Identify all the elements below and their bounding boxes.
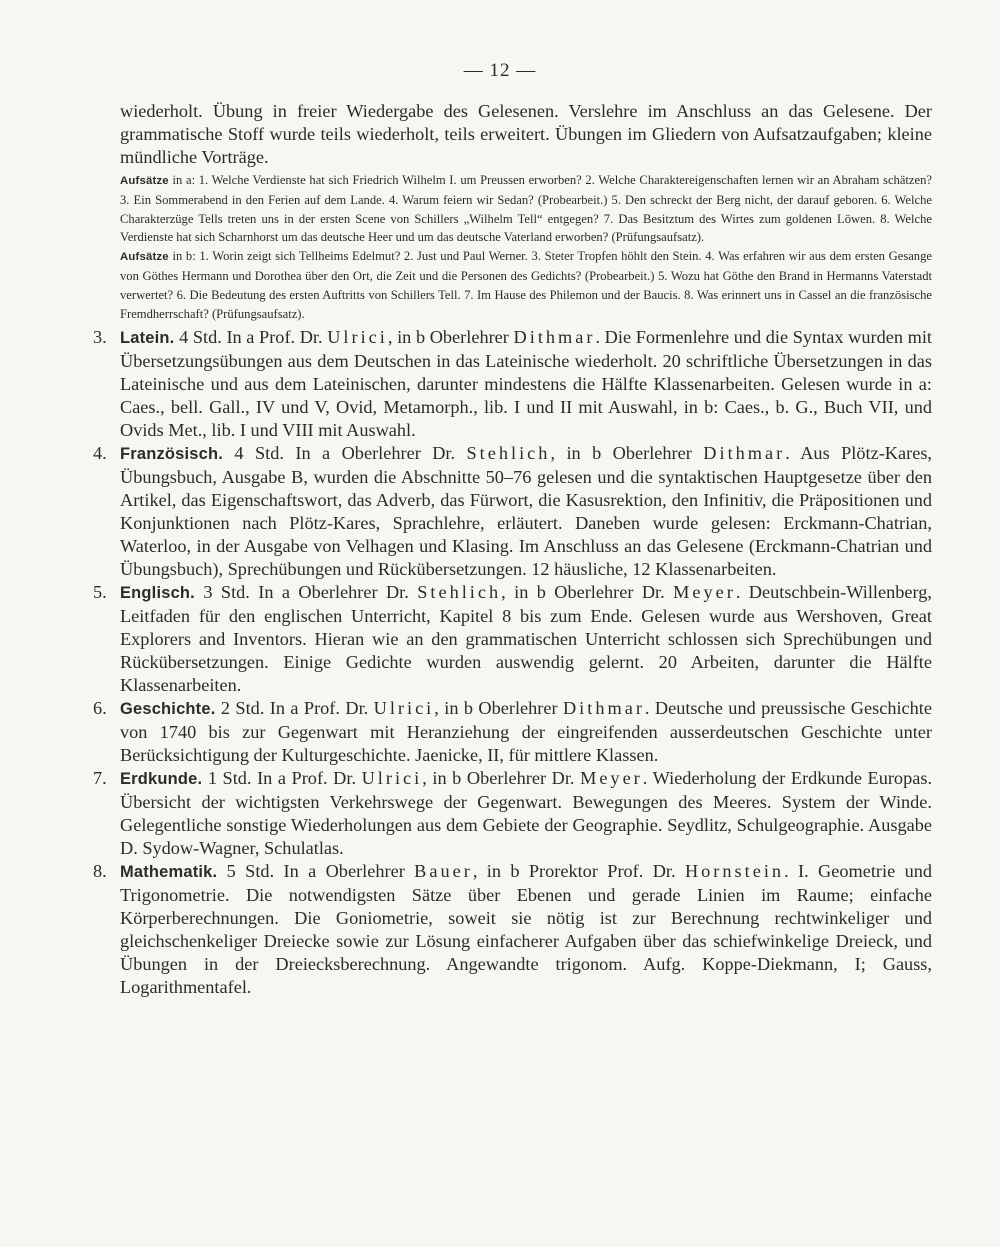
subject-geschichte: [93, 697, 933, 767]
subject-heading: Erdkunde.: [120, 770, 203, 789]
subject-mid: , in b Oberlehrer: [434, 698, 558, 719]
subject-text: . Die Formenlehre und die Syntax wurden mit Übersetzungsübungen aus dem Deutschen in das Lateinische wiederholt. 20 schriftliche Übersetzungen in das Lateinische und aus dem Lateinischen, darunter mindestens die Hälfte Klassenarbeiten. Gelesen wurde in a: Caes., bell. Gall., IV und V, Ovid, Metamorph., lib. I und II mit Auswahl, in b: Caes., b. G., Buch VII, und Ovids Met., lib. I und VIII mit Auswahl.: [120, 327, 933, 441]
subject-text: . Wiederholung der Erdkunde Europas. Übersicht der wichtigsten Verkehrswege der Gegenwart. Bewegungen des Meeres. System der Winde. Gelegentliche sonstige Wiederholungen aus dem Gebiete der Geographie. Seydlitz, Schulgeographie. Ausgabe D. Sydow-Wagner, Schulatlas.: [120, 768, 933, 859]
essays-b-paragraph: [120, 247, 932, 323]
subject-number: 6.: [93, 698, 107, 719]
subject-number: 8.: [93, 861, 107, 882]
subject-lead: 1 Std. In a Prof. Dr.: [207, 768, 357, 789]
teacher-name: Dithmar: [703, 443, 786, 464]
subject-mid: , in b Prorektor Prof. Dr.: [472, 861, 676, 882]
subject-number: 4.: [93, 443, 107, 464]
subject-mid: , in b Oberlehrer: [550, 443, 692, 464]
subject-text: . Deutsche und preussische Geschichte von 1740 bis zur Gegenwart mit Heranziehung der eingreifenden ausserdeutschen Geschichte unter Berücksichtigung der Kulturgeschichte. Jaenicke, II, für mittlere Klassen.: [120, 698, 933, 766]
subject-lead: 4 Std. In a Prof. Dr.: [179, 327, 323, 348]
subject-lead: 2 Std. In a Prof. Dr.: [220, 698, 369, 719]
subject-mid: , in b Oberlehrer Dr.: [422, 768, 575, 789]
subject-mid: , in b Oberlehrer: [387, 327, 509, 348]
subject-number: 7.: [93, 768, 107, 789]
page-number: — 12 —: [463, 60, 537, 81]
teacher-name: Ulrici: [361, 768, 423, 789]
teacher-name: Dithmar: [562, 698, 645, 719]
teacher-name: Ulrici: [327, 327, 388, 348]
subject-lead: 5 Std. In a Oberlehrer: [226, 861, 405, 882]
teacher-name: Bauer: [414, 861, 473, 882]
teacher-name: Hornstein: [684, 861, 785, 882]
subject-lead: 4 Std. In a Oberlehrer Dr.: [234, 443, 456, 464]
subject-text: . Deutschbein-Willenberg, Leitfaden für den englischen Unterricht, Kapitel 8 bis zum Ende. Gelesen wurde aus Wershoven, Great Explorers and Inventors. Hieran wie an den grammatischen Unterricht schlossen sich Sprechübungen und Rückübersetzungen. Einige Gedichte wurden auswendig gelernt. 20 Arbeiten, darunter die Hälfte Klassenarbeiten.: [120, 582, 932, 696]
subject-text: . Aus Plötz-Kares, Übungsbuch, Ausgabe B, wurden die Abschnitte 50–76 gelesen und die syntaktischen Hauptgesetze über den Artikel, das Eigenschaftswort, das Adverb, das Fürwort, die Kasusrektion, den Infinitiv, die Präpositionen und Konjunktionen nach Plötz-Kares, Sprachlehre, erläutert. Daneben wurde gelesen: Erckmann-Chatrian, Waterloo, in der Ausgabe von Velhagen und Klasing. Im Anschluss an das Gelesene (Erckmann-Chatrian und Übungsbuch), Sprechübungen und Rückübersetzungen. 12 häusliche, 12 Klassenarbeiten.: [120, 443, 932, 580]
subject-heading: Latein.: [120, 329, 175, 348]
subject-erdkunde: [93, 767, 933, 860]
teacher-name: Ulrici: [373, 698, 435, 719]
subject-heading: Englisch.: [120, 584, 195, 603]
teacher-name: Meyer: [580, 768, 643, 789]
essays-a-heading: Aufsätze: [120, 175, 169, 187]
subject-number: 3.: [93, 327, 107, 348]
subject-heading: Mathematik.: [120, 863, 218, 882]
intro-paragraph: wiederholt. Übung in freier Wiedergabe des Gelesenen. Verslehre im Anschluss an das Gelesene. Der grammatische Stoff wurde teils wiederholt, teils erweitert. Übungen im Gliedern von Aufsatzaufgaben; kleine mündliche Vorträge.: [120, 101, 932, 167]
teacher-name: Stehlich: [466, 443, 551, 464]
teacher-name: Meyer: [673, 582, 736, 603]
page-body: [93, 100, 933, 999]
subject-mid: , in b Oberlehrer Dr.: [501, 582, 665, 603]
subject-text: . I. Geometrie und Trigonometrie. Die notwendigsten Sätze über Ebenen und gerade Linien im Raume; einfache Körperberechnungen. Die Goniometrie, soweit sie nötig ist zur Berechnung rechtwinkeliger und gleichschenkeliger Dreiecke sowie zur Lösung einfacherer Aufgaben über das schiefwinkelige Dreieck, und Übungen in der Dreiecksberechnung. Angewandte trigonom. Aufg. Koppe-Diekmann, I; Gauss, Logarithmentafel.: [120, 861, 932, 998]
subject-latein: [93, 326, 933, 442]
essays-a-text: in a: 1. Welche Verdienste hat sich Friedrich Wilhelm I. um Preussen erworben? 2. Welche Charaktereigenschaften lernen wir an Abraham schätzen? 3. Ein Sommerabend in den Ferien auf dem Lande. 4. Warum feiern wir Sedan? (Probearbeit.) 5. Den schreckt der Berg nicht, der darauf geboren. 6. Welche Charakterzüge Tells treten uns in der ersten Scene von Schillers „Wilhelm Tell“ entgegen? 7. Das Besitztum des Wirtes zum goldenen Löwen. 8. Welche Verdienste hat sich Scharnhorst um das deutsche Heer und um das deutsche Vaterland erworben? (Prüfungsaufsatz).: [120, 173, 932, 245]
essays-b-heading: Aufsätze: [120, 251, 169, 264]
subject-franzoesisch: [93, 442, 932, 581]
teacher-name: Dithmar: [513, 327, 596, 348]
essays-b-text: in b: 1. Worin zeigt sich Tellheims Edelmut? 2. Just und Paul Werner. 3. Steter Tropfen höhlt den Stein. 4. Was erfahren wir aus dem ersten Gesange von Göthes Hermann und Dorothea über den Ort, die Zeit und die Personen des Gedichts? (Probearbeit.) 5. Wozu hat Göthe den Brand in Hermanns Vaterstadt verwertet? 6. Die Bedeutung des ersten Auftritts von Schillers Tell. 7. Im Hause des Philemon und der Baucis. 8. Was erinnert uns in Cassel an die französische Fremdherrschaft? (Prüfungsaufsatz).: [120, 249, 932, 321]
subject-englisch: [93, 581, 932, 697]
subject-lead: 3 Std. In a Oberlehrer Dr.: [203, 582, 409, 603]
subject-mathematik: [93, 860, 932, 999]
essays-a-paragraph: [120, 171, 932, 247]
teacher-name: Stehlich: [417, 582, 502, 603]
subject-heading: Geschichte.: [120, 700, 216, 719]
subject-number: 5.: [93, 582, 107, 603]
subject-heading: Französisch.: [120, 445, 223, 464]
